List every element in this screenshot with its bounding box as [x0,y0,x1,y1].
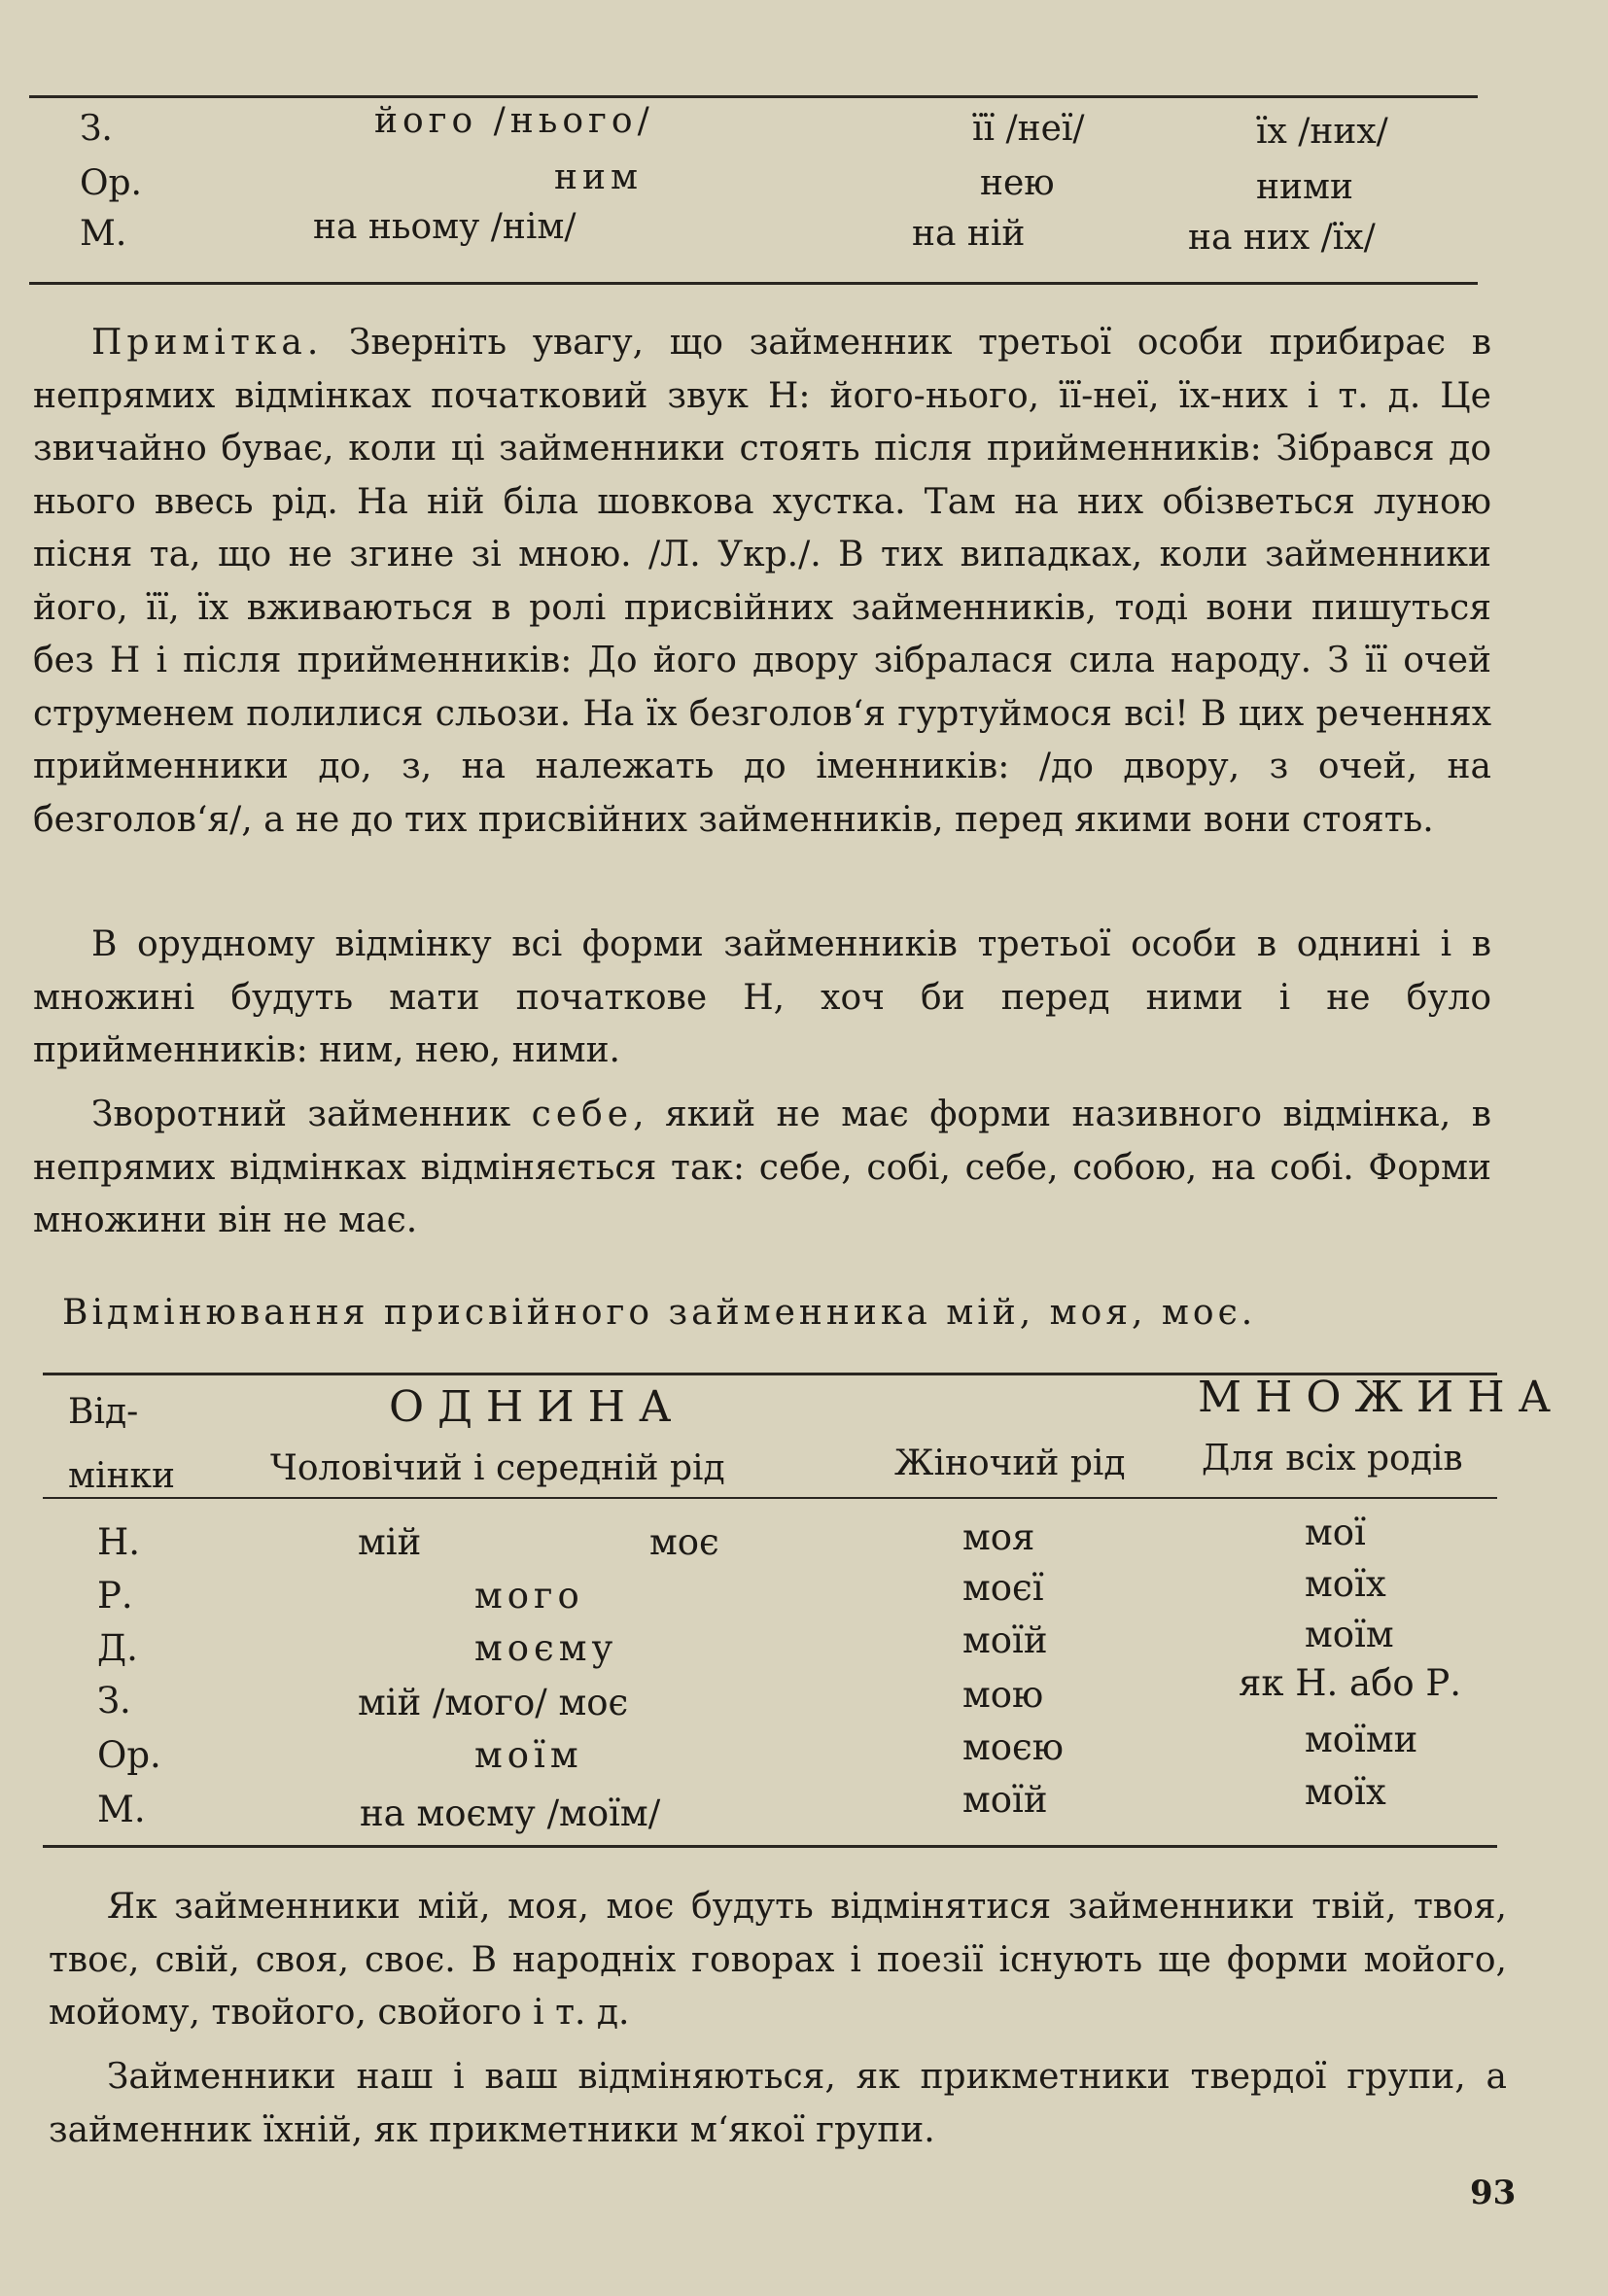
masc-neut-header: Чоловічий і середній рід [270,1448,725,1488]
case-column-header-cont: мінки [68,1456,176,1496]
top-rule [29,95,1478,98]
table-cell-plural: мої [1305,1512,1366,1553]
table-cell-case: Н. [97,1521,141,1563]
reflexive-word: себе [531,1095,634,1134]
paragraph-possessive-text: Як займенники мій, моя, моє будуть відмінятися займенники твій, твоя, твоє, свій, своя, своє. В народніх говорах і поезії існують ще форми мойого, мойому, твойого, свойого і т. д. [49,1887,1507,2033]
case-column-header: Від- [68,1392,139,1432]
table-cell-fem: моїй [962,1619,1048,1661]
header-divider [43,1497,1497,1499]
table-cell-case: Ор. [97,1734,161,1776]
table-cell-plural: моїх [1305,1563,1386,1605]
fem-form: її /неї/ [972,109,1085,149]
paragraph-reflexive [33,1089,1491,1248]
table-cell-case: М. [97,1789,146,1830]
table-cell-masc-neut: моїм [474,1734,583,1776]
masc-form: його /нього/ [374,101,654,141]
top-table-bottom-rule [29,282,1478,285]
table-cell-plural: як Н. або Р. [1239,1662,1462,1704]
paragraph-instrumental [33,919,1491,1078]
note-paragraph [33,317,1491,847]
case-label: М. [80,214,127,254]
table-cell-masc-neut: моєму [474,1627,618,1669]
paragraph-nash-vash-text: Займенники наш і ваш відміняються, як прикметники твердої групи, а займенник їхній, як прикметники м‘якої групи. [49,2057,1507,2150]
table-cell-fem: моя [962,1516,1035,1558]
table-cell-fem: моєю [962,1726,1064,1768]
masc-form: ним [554,157,643,197]
fem-header: Жіночий рід [894,1444,1126,1483]
page-number: 93 [1470,2174,1517,2212]
paragraph-nash-vash [49,2051,1507,2157]
table-cell-plural: моїх [1305,1771,1386,1813]
all-genders-header: Для всіх родів [1202,1439,1463,1478]
table-cell-plural: моїм [1305,1614,1394,1655]
masc-form: на ньому /нім/ [313,207,577,247]
case-label: З. [80,109,113,149]
table-cell-masc-neut: мого [474,1575,584,1617]
singular-header: ОДНИНА [389,1382,685,1432]
table-cell-case: Д. [97,1627,138,1669]
case-label: Ор. [80,163,143,203]
reflexive-intro: Зворотний займенник [91,1095,511,1134]
plural-form: ними [1256,167,1353,207]
reflexive-text: , який не має форми називного відмінка, в непрямих відмінках відміняється так: себе, собі, себе, собою, на собі. Форми множини він не має. [33,1095,1491,1240]
table-cell-case: Р. [97,1575,133,1617]
fem-form: нею [980,163,1055,203]
note-label: Примітка. [91,323,324,363]
table-cell-plural: моїми [1305,1719,1418,1760]
note-text: Зверніть увагу, що займенник третьої особи прибирає в непрямих відмінках початковий звук Н: його-нього, її-неї, їх-них і т. д. Це звичайно буває, коли ці займенники стоять після прийменників: Зібрався до нього ввесь рід. На ній біла шовкова хустка. Там на них обізветься луною пісня та, що не згине зі мною. /Л. Укр./. В тих випадках, коли займенники його, її, їх вживаються в ролі присвійних займенників, тоді вони пишуться без Н і після прийменників: До його двору зібралася сила народу. З її очей струменем полилися сльози. На їх безголов‘я гуртуймося всі! В цих реченнях прийменники до, з, на належать до іменників: /до двору, з очей, на безголов‘я/, а не до тих присвійних займенників, перед якими вони стоять. [33,323,1491,840]
paragraph-possessive [49,1881,1507,2040]
table-cell-masc: мій [358,1521,422,1563]
table-cell-fem: моїй [962,1779,1048,1821]
table-cell-fem: мою [962,1674,1044,1716]
table-cell-case: З. [97,1680,131,1722]
table-cell-masc-neut: мій /мого/ моє [358,1682,629,1723]
plural-form: їх /них/ [1256,112,1388,152]
paragraph-instrumental-text: В орудному відмінку всі форми займенників третьої особи в однині і в множині будуть мати початкове Н, хоч би перед ними і не було прийменників: ним, нею, ними. [33,924,1491,1070]
table-cell-masc-neut: на моєму /моїм/ [360,1792,661,1834]
main-table-bottom-rule [43,1845,1497,1848]
plural-header: МНОЖИНА [1198,1373,1564,1422]
section-title: Відмінювання присвійного займенника мій, моя, моє. [62,1293,1257,1333]
plural-form: на них /їх/ [1188,218,1376,258]
table-cell-neut: моє [649,1521,719,1563]
table-cell-fem: моєї [962,1567,1044,1609]
fem-form: на ній [912,214,1026,254]
